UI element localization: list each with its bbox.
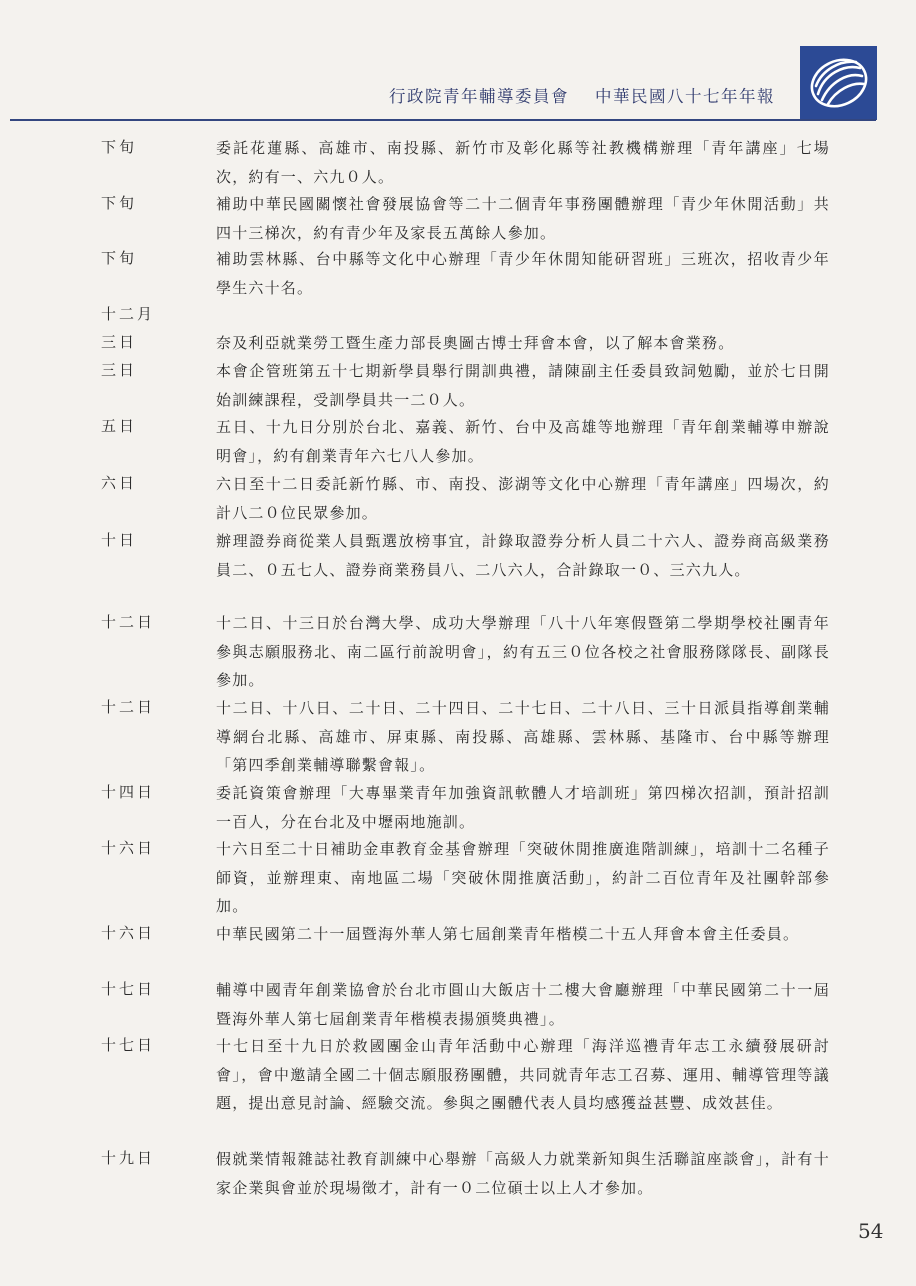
entry-text: 委託資策會辦理「大專畢業青年加強資訊軟體人才培訓班」第四梯次招訓，預計招訓一百人，分在台北及中壢兩地施訓。 xyxy=(216,784,830,831)
entry-date: 下旬 xyxy=(101,249,138,267)
header-org: 行政院青年輔導委員會 xyxy=(389,87,569,106)
header-report: 中華民國八十七年年報 xyxy=(595,87,775,106)
entry-text: 補助雲林縣、台中縣等文化中心辦理「青少年休閒知能研習班」三班次，招收青少年學生六十名。 xyxy=(216,250,830,297)
entry-date: 十二日 xyxy=(101,698,156,716)
entry-text: 假就業情報雜誌社教育訓練中心舉辦「高級人力就業新知與生活聯誼座談會」，計有十家企業與會並於現場徵才，計有一０二位碩士以上人才參加。 xyxy=(216,1150,830,1197)
entry-date: 十二日 xyxy=(101,613,156,631)
entry-date: 十二月 xyxy=(101,305,156,323)
entry-date: 三日 xyxy=(101,333,138,351)
entry-date: 下旬 xyxy=(101,138,138,156)
entry-text: 十六日至二十日補助金車教育金基會辦理「突破休閒推廣進階訓練」，培訓十二名種子師資，並辦理東、南地區二場「突破休閒推廣活動」，約計二百位青年及社團幹部參加。 xyxy=(216,840,830,915)
entry-text: 十二日、十三日於台灣大學、成功大學辦理「八十八年寒假暨第二學期學校社團青年參與志願服務北、南二區行前說明會」，約有五三０位各校之社會服務隊隊長、副隊長參加。 xyxy=(216,614,830,689)
entry-date: 十七日 xyxy=(101,980,156,998)
entry-text: 十二日、十八日、二十日、二十四日、二十七日、二十八日、三十日派員指導創業輔導網台北縣、高雄市、屏東縣、南投縣、高雄縣、雲林縣、基隆市、台中縣等辦理「第四季創業輔導聯繫會報」。 xyxy=(216,699,830,774)
entry-text: 委託花蓮縣、高雄市、南投縣、新竹市及彰化縣等社教機構辦理「青年講座」七場次，約有一、六九０人。 xyxy=(216,139,830,186)
page-number: 54 xyxy=(858,1219,884,1243)
entry-date: 五日 xyxy=(101,417,138,435)
entry-text: 辦理證券商從業人員甄選放榜事宜，計錄取證券分析人員二十六人、證券商高級業務員二、０五七人、證券商業務員八、二八六人，合計錄取一０、三六九人。 xyxy=(216,532,830,579)
entry-text: 六日至十二日委託新竹縣、市、南投、澎湖等文化中心辦理「青年講座」四場次，約計八二０位民眾參加。 xyxy=(216,475,830,522)
entry-date: 十六日 xyxy=(101,839,156,857)
entry-date: 十四日 xyxy=(101,783,156,801)
entry-text: 補助中華民國關懷社會發展協會等二十二個青年事務團體辦理「青少年休閒活動」共四十三梯次，約有青少年及家長五萬餘人參加。 xyxy=(216,195,830,242)
entry-date: 六日 xyxy=(101,474,138,492)
entry-date: 三日 xyxy=(101,361,138,379)
entry-text: 輔導中國青年創業協會於台北市圓山大飯店十二樓大會廳辦理「中華民國第二十一屆暨海外華人第七屆創業青年楷模表揚頒獎典禮」。 xyxy=(216,981,830,1028)
entry-date: 十六日 xyxy=(101,924,156,942)
entry-date: 十九日 xyxy=(101,1149,156,1167)
entry-date: 十七日 xyxy=(101,1036,156,1054)
entry-text: 五日、十九日分別於台北、嘉義、新竹、台中及高雄等地辦理「青年創業輔導申辦說明會」，約有創業青年六七八人參加。 xyxy=(216,418,830,465)
entry-text: 本會企管班第五十七期新學員舉行開訓典禮，請陳副主任委員致詞勉勵，並於七日開始訓練課程，受訓學員共一二０人。 xyxy=(216,362,830,409)
entry-date: 下旬 xyxy=(101,194,138,212)
entry-text: 十七日至十九日於救國團金山青年活動中心辦理「海洋巡禮青年志工永續發展研討會」，會中邀請全國二十個志願服務團體，共同就青年志工召募、運用、輔導管理等議題，提出意見討論、經驗交流。參與之團體代表人員均感獲益甚豐、成效甚佳。 xyxy=(216,1037,830,1112)
entry-text: 中華民國第二十一屆暨海外華人第七屆創業青年楷模二十五人拜會本會主任委員。 xyxy=(216,925,800,943)
entry-date: 十日 xyxy=(101,531,138,549)
entry-text: 奈及利亞就業勞工暨生產力部長奧圖古博士拜會本會，以了解本會業務。 xyxy=(216,334,735,352)
